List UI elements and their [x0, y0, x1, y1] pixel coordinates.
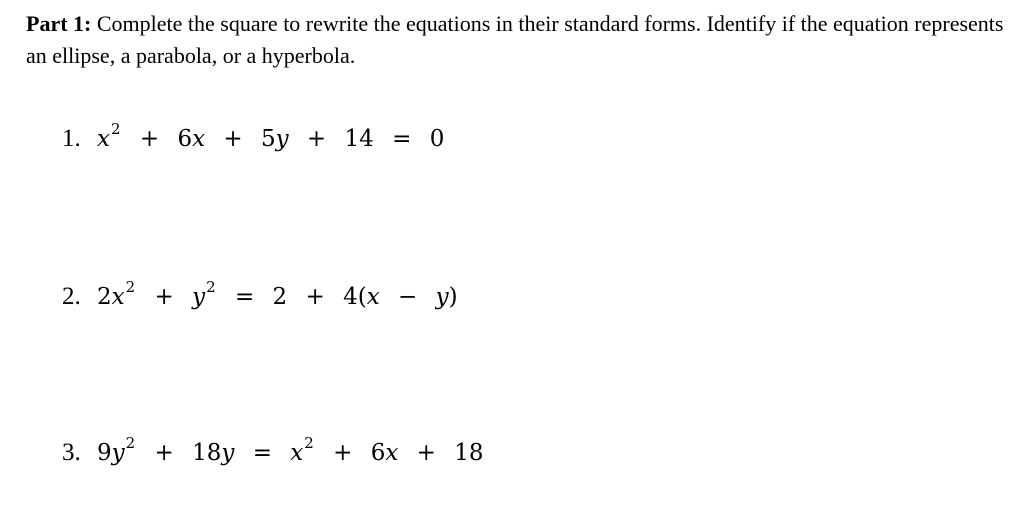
exponent: 2	[125, 434, 136, 452]
problem-1	[62, 114, 444, 154]
variable-y: y	[111, 440, 125, 466]
plus-operator: +	[306, 126, 327, 152]
coefficient: 6	[177, 126, 193, 152]
variable-y: y	[192, 284, 206, 310]
variable-y: y	[275, 126, 289, 152]
coefficient: 2	[97, 284, 112, 310]
coefficient: 5	[260, 126, 276, 152]
minus-operator: −	[397, 284, 418, 310]
problem-number: 2.	[62, 283, 81, 310]
equation	[97, 278, 458, 310]
plus-operator: +	[154, 440, 174, 466]
exponent: 2	[206, 278, 216, 296]
constant: 18	[454, 440, 484, 466]
problem-3	[62, 428, 484, 468]
plus-operator: +	[154, 284, 174, 310]
coefficient: 9	[97, 440, 112, 466]
equals-operator: =	[234, 284, 255, 310]
coefficient: 18	[192, 440, 222, 466]
equation	[97, 434, 484, 466]
constant: 14	[344, 126, 374, 152]
instructions-text: Complete the square to rewrite the equations in their standard forms. Identify if the equation represents an ellipse, a parabola, or a hyperbola.	[26, 11, 1004, 68]
part-label: Part 1:	[26, 11, 92, 36]
problem-number: 3.	[62, 439, 81, 466]
exponent: 2	[110, 120, 121, 138]
rhs-value: 0	[429, 126, 445, 152]
variable-y: y	[221, 440, 235, 466]
instructions-paragraph	[26, 8, 1011, 72]
equals-operator: =	[252, 440, 272, 466]
variable-x: x	[97, 126, 110, 152]
plus-operator: +	[139, 126, 160, 152]
plus-operator: +	[333, 440, 353, 466]
variable-x: x	[192, 126, 206, 152]
equation	[97, 120, 445, 152]
variable-x: x	[290, 440, 304, 466]
exponent: 2	[304, 434, 314, 452]
variable-x: x	[111, 284, 125, 310]
plus-operator: +	[223, 126, 243, 152]
problem-number: 1.	[62, 125, 81, 152]
constant: 2	[272, 284, 288, 310]
variable-x: x	[385, 440, 399, 466]
plus-operator: +	[416, 440, 436, 466]
coefficient: 6	[370, 440, 386, 466]
exponent: 2	[125, 278, 136, 296]
variable-x: x	[366, 284, 380, 310]
variable-y: y	[435, 284, 449, 310]
plus-operator: +	[305, 284, 325, 310]
equals-operator: =	[392, 126, 412, 152]
coefficient: 4(	[343, 284, 367, 310]
problem-2	[62, 272, 458, 312]
close-paren: )	[448, 284, 458, 310]
